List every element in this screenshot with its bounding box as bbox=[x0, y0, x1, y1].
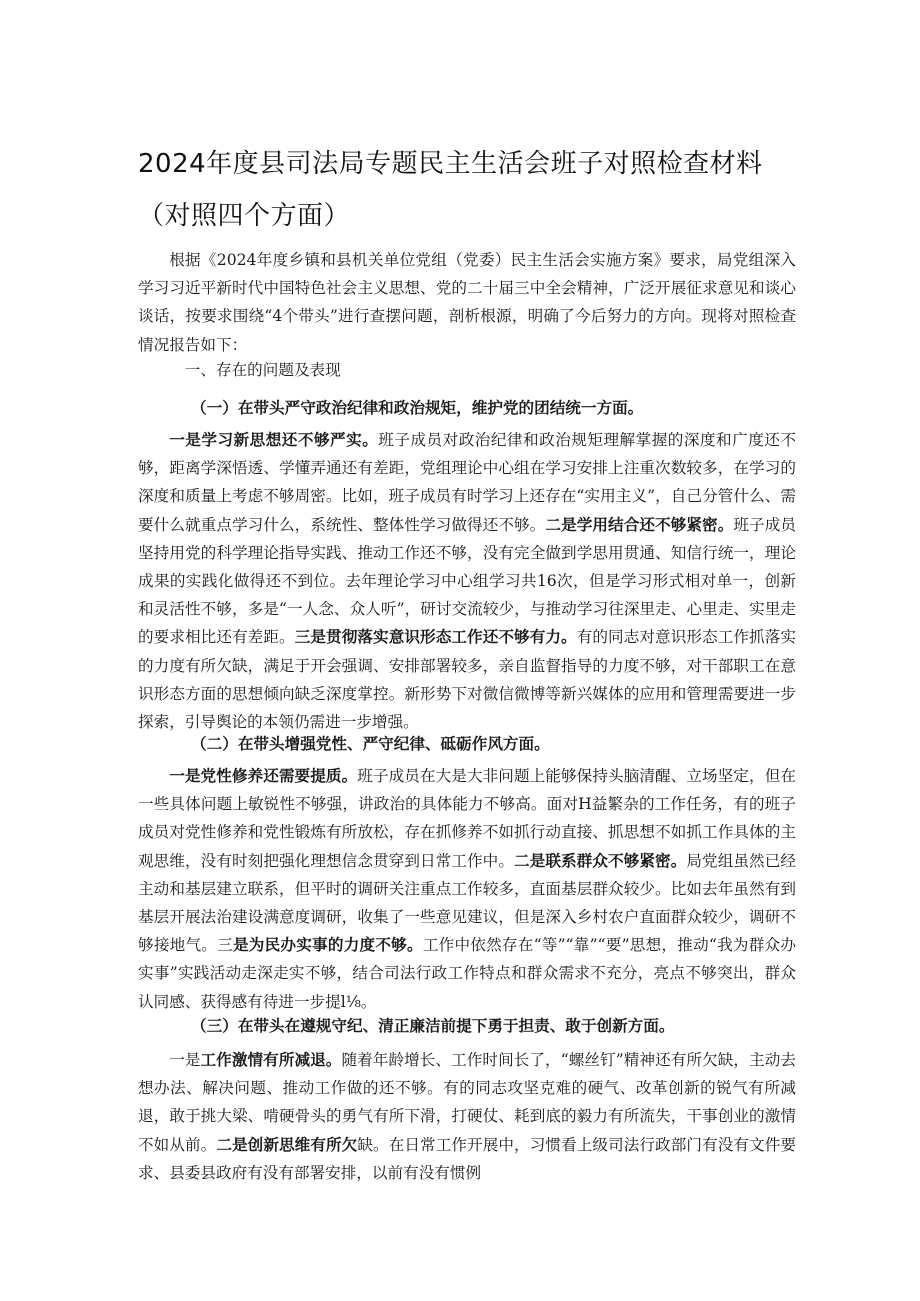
point-2-1-text: 班子成员在大是大非问题上能够保持头脑清醒、立场坚定，但在一些具体问题上敏锐性不够强，讲政治的具体能力不够高。面对H益繁杂的工作任务，有的班子成员对党性修养和党性锻炼有所放松，存在抓修养不如抓行动直接、抓思想不如抓工作具体的主观思维，没有时刻把强化理想信念贯穿到日常工作中。 bbox=[138, 767, 796, 870]
point-3-1-lead: 一是 bbox=[169, 1051, 201, 1069]
paragraph-2 bbox=[138, 762, 796, 1016]
point-3-1-text: 随着年龄增长、工作时间长了，“螺丝钉”精神还有所欠缺，主动去想办法、解决问题、推动工作做的还不够。有的同志攻坚克难的硬气、改革创新的锐气有所减退，敢于挑大梁、啃硬骨头的勇气有所下滑，打硬仗、耗到底的毅力有所流失，干事创业的激情不如从前。 bbox=[138, 1051, 796, 1154]
point-2-3-heading: 是为民办实事的力度不够。 bbox=[232, 935, 423, 955]
point-1-1-heading: 一是学习新思想还不够严实。 bbox=[169, 430, 379, 449]
point-2-2-heading: 二是联系群众不够紧密。 bbox=[514, 850, 687, 870]
section-heading-1: 一、存在的问题及表现 bbox=[184, 361, 341, 379]
point-3-1-heading: 工作激情有所减退。 bbox=[200, 1050, 342, 1069]
point-1-1-text: 班子成员对政治纪律和政治规矩理解掌握的深度和广度还不够，距离学深悟透、学懂弄通还有差距，党组理论中心组在学习安排上注重次数较多，在学习的深度和质量上考虑不够周密。比如，班子成员有时学习上还存在“实用主义”，自己分管什么、需要什么就重点学习什么，系统性、整体性学习做得还不够。 bbox=[138, 431, 796, 534]
point-3-2-text: 缺。在日常工作开展中，习惯看上级司法行政部门有没有文件要求、县委县政府有没有部署安排，以前有没有惯例 bbox=[138, 1135, 796, 1182]
point-2-2-text: 局党组虽然已经主动和基层建立联系，但平时的调研关注重点工作较多，直面基层群众较少。比如去年虽然有到基层开展法治建设满意度调研，收集了一些意见建议，但是深入乡村农户直面群众较少，调研不够接地气。三 bbox=[138, 851, 796, 955]
paragraph-1 bbox=[138, 426, 796, 736]
point-1-2-heading: 二是学用结合还不够紧密。 bbox=[545, 514, 734, 534]
subsection-heading-2: （二）在带头增强党性、严守纪律、砥砺作风方面。 bbox=[191, 734, 550, 753]
point-1-3-heading: 三是贯彻落实意识形态工作还不够有力。 bbox=[294, 627, 577, 647]
intro-text: 根据《2024年度乡镇和县机关单位党组（党委）民主生活会实施方案》要求，局党组深入学习习近平新时代中国特色社会主义思想、党的二十届三中全会精神，广泛开展征求意见和谈心谈话，按要求围绕“4个带头”进行查摆问题，剖析根源，明确了今后努力的方向。现将对照检查情况报告如下： bbox=[138, 251, 796, 354]
subsection-heading-3: （三）在带头在遵规守纪、清正廉洁前提下勇于担责、敢于创新方面。 bbox=[191, 1016, 675, 1035]
document-title: 2024年度县司法局专题民主生活会班子对照检查材料（对照四个方面） bbox=[138, 149, 763, 231]
paragraph-3 bbox=[138, 1046, 796, 1187]
point-1-2-text: 班子成员坚持用党的科学理论指导实践、推动工作还不够，没有完全做到学思用贯通、知信行统一，理论成果的实践化做得还不到位。去年理论学习中心组学习共16次，但是学习形式相对单一，创新和灵活性不够，多是“一人念、众人听”，研讨交流较少，与推动学习往深里走、心里走、实里走的要求相比还有差距。 bbox=[138, 515, 796, 647]
point-1-3-text: 有的同志对意识形态工作抓落实的力度有所欠缺，满足于开会强调、安排部署较多，亲自监督指导的力度不够，对干部职工在意识形态方面的思想倾向缺乏深度掌控。新形势下对微信微博等新兴媒体的应用和管理需要进一步探索，引导舆论的本领仍需进一步增强。 bbox=[138, 628, 796, 732]
point-2-1-heading: 一是党性修养还需要提质。 bbox=[169, 766, 358, 785]
point-3-2-heading: 二是创新思维有所欠 bbox=[216, 1134, 358, 1154]
intro-paragraph bbox=[138, 246, 796, 359]
subsection-heading-1: （一）在带头严守政治纪律和政治规矩，维护党的团结统一方面。 bbox=[191, 398, 644, 417]
point-2-3-text: 工作中依然存在“等”“靠”“要”思想，推动“我为群众办实事”实践活动走深走实不够，结合司法行政工作特点和群众需求不充分，亮点不够突出，群众认同感、获得感有待进一步提l⅛。 bbox=[138, 936, 796, 1011]
